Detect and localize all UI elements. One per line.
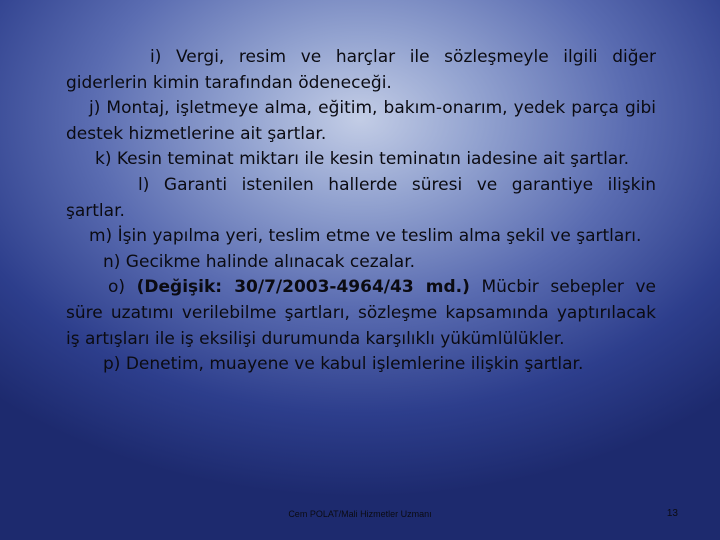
list-item-o bbox=[66, 275, 656, 352]
list-item-m: m) İşin yapılma yeri, teslim etme ve teslim alma şekil ve şartları. bbox=[89, 226, 642, 247]
list-item-l: l) Garanti istenilen hallerde süresi ve garantiye ilişkin şartlar. bbox=[66, 174, 656, 221]
list-item-j: j) Montaj, işletmeye alma, eğitim, bakım-onarım, yedek parça gibi destek hizmetlerine ait şartlar. bbox=[66, 98, 656, 144]
list-item-i: i) Vergi, resim ve harçlar ile sözleşmeyle ilgili diğer giderlerin kimin tarafından ödeneceği. bbox=[66, 47, 656, 93]
list-item-p: p) Denetim, muayene ve kabul işlemlerine ilişkin şartlar. bbox=[103, 354, 584, 375]
footer-author: Cem POLAT/Mali Hizmetler Uzmanı bbox=[288, 509, 432, 519]
list-item-k: k) Kesin teminat miktarı ile kesin teminatın iadesine ait şartlar. bbox=[95, 149, 630, 170]
amendment-note: (Değişik: 30/7/2003-4964/43 md.) bbox=[136, 277, 470, 298]
list-item-n: n) Gecikme halinde alınacak cezalar. bbox=[103, 251, 416, 272]
list-item-o-prefix: o) bbox=[108, 277, 137, 298]
page-number: 13 bbox=[666, 508, 678, 519]
slide-body bbox=[66, 45, 656, 378]
list-item-o-text: Mücbir sebepler ve süre uzatımı verilebilme şartları, sözleşme kapsamında yaptırılacak iş artışları ile iş eksilişi durumunda karşılıklı yükümlülükler. bbox=[66, 277, 657, 349]
